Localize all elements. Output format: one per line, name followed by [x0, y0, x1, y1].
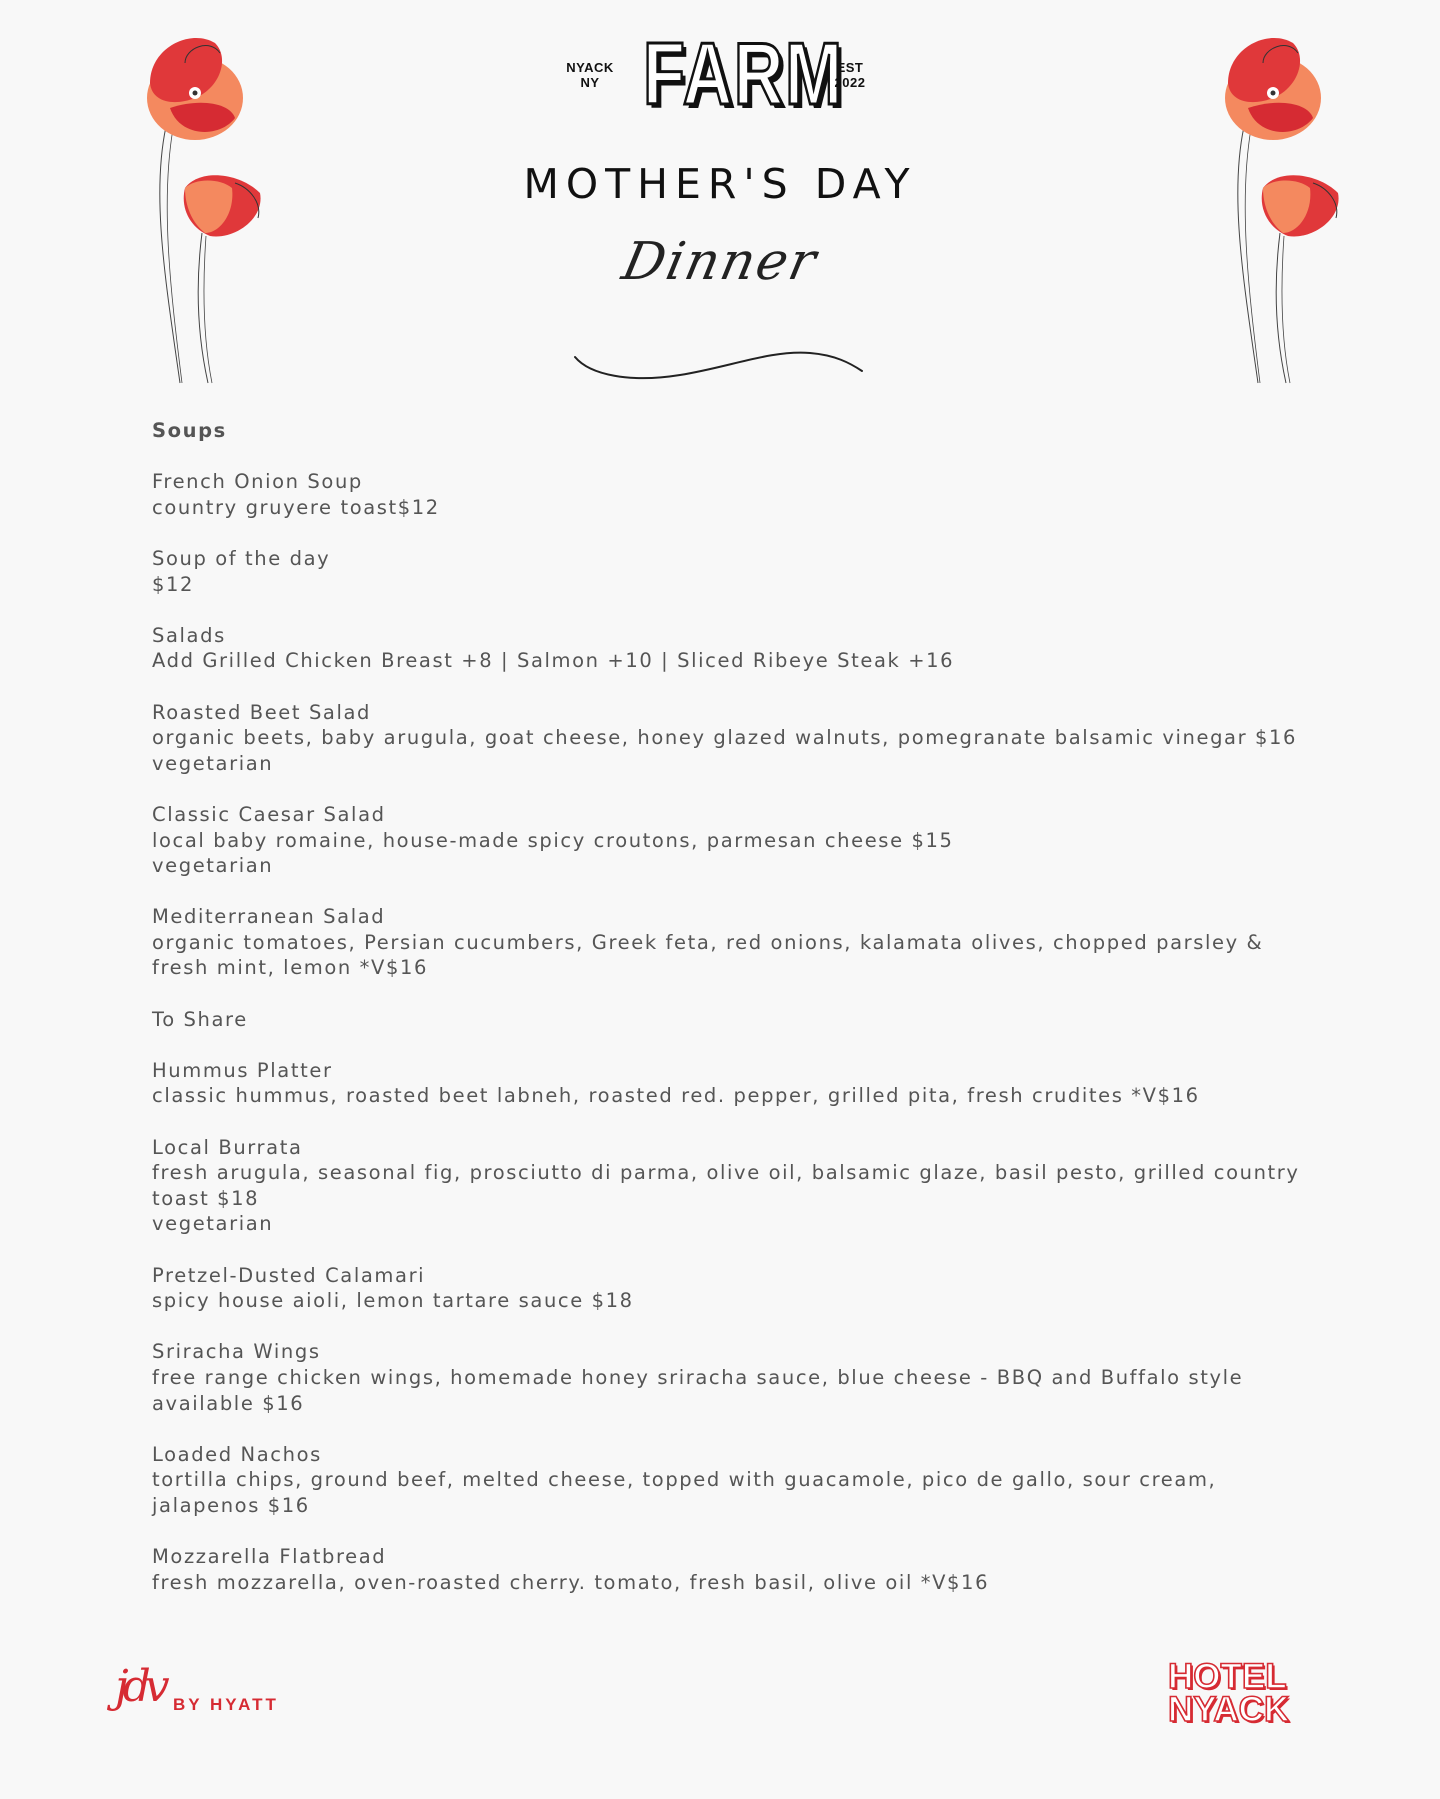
menu-item [152, 1544, 1302, 1595]
menu-section-heading: Soups [152, 419, 227, 442]
menu-item-name: To Share [152, 1007, 248, 1031]
hotel-nyack-logo [1168, 1657, 1308, 1729]
page-subtitle: Dinner [617, 232, 823, 292]
menu-item [152, 904, 1302, 981]
menu-item-detail: $12 [152, 572, 195, 596]
logo-wordmark: FARM [643, 24, 844, 123]
logo-location-city: NYACK [566, 60, 614, 75]
menu-item-detail: tortilla chips, ground beef, melted cheese, topped with guacamole, pico de gallo, sour cream, [152, 1468, 1217, 1492]
farm-logo [565, 26, 875, 124]
hotel-logo-line-2: NYACK [1168, 1690, 1290, 1729]
menu-item [152, 1135, 1302, 1237]
menu-item-name: Mozzarella Flatbread [152, 1545, 387, 1569]
logo-established-year: 2022 [834, 75, 866, 90]
menu-item-name: Classic Caesar Salad [152, 802, 386, 826]
menu-item-detail: organic tomatoes, Persian cucumbers, Greek feta, red onions, kalamata olives, chopped parsley & [152, 930, 1264, 954]
menu-item [152, 1442, 1302, 1519]
menu-item-detail: fresh mozzarella, oven-roasted cherry. tomato, fresh basil, olive oil *V$16 [152, 1570, 990, 1594]
menu-item-detail: country gruyere toast$12 [152, 495, 440, 519]
poppy-flowers-right-illustration [1218, 28, 1378, 388]
menu-item-name: Soup of the day [152, 546, 331, 570]
menu-item [152, 1007, 1302, 1033]
menu-item-name: Salads [152, 623, 226, 647]
menu-item-name: Local Burrata [152, 1135, 303, 1159]
menu-content [152, 418, 1302, 1621]
menu-item-detail: fresh mint, lemon *V$16 [152, 956, 428, 980]
menu-item-detail: vegetarian [152, 1212, 274, 1236]
menu-item-detail: free range chicken wings, homemade honey sriracha sauce, blue cheese - BBQ and Buffalo style [152, 1365, 1244, 1389]
menu-item-detail: available $16 [152, 1391, 305, 1415]
menu-item-detail: classic hummus, roasted beet labneh, roasted red. pepper, grilled pita, fresh crudites *V$16 [152, 1084, 1200, 1108]
menu-item-detail: local baby romaine, house-made spicy croutons, parmesan cheese $15 [152, 828, 954, 852]
menu-item [152, 546, 1302, 597]
menu-item-name: Sriracha Wings [152, 1340, 321, 1364]
menu-item [152, 1339, 1302, 1416]
menu-item [152, 802, 1302, 879]
hotel-logo-line-1: HOTEL [1168, 1657, 1287, 1696]
menu-item-name: Mediterranean Salad [152, 905, 386, 929]
menu-item-name: Roasted Beet Salad [152, 700, 372, 724]
poppy-flowers-left-illustration [140, 28, 300, 388]
menu-item-detail: organic beets, baby arugula, goat cheese, honey glazed walnuts, pomegranate balsamic vinegar $16 [152, 726, 1298, 750]
menu-item [152, 700, 1302, 777]
menu-item-detail: toast $18 [152, 1186, 260, 1210]
menu-item-detail: vegetarian [152, 751, 274, 775]
menu-item-detail: jalapenos $16 [152, 1493, 310, 1517]
menu-item-name: Loaded Nachos [152, 1442, 322, 1466]
menu-item-name: Pretzel-Dusted Calamari [152, 1263, 426, 1287]
decorative-swash-divider [570, 345, 870, 385]
menu-item-detail: vegetarian [152, 854, 274, 878]
menu-items-list [152, 469, 1302, 1595]
jdv-mark: jdv [115, 1661, 164, 1712]
menu-item [152, 1058, 1302, 1109]
menu-item [152, 623, 1302, 674]
menu-item-detail: Add Grilled Chicken Breast +8 | Salmon +10 | Sliced Ribeye Steak +16 [152, 649, 955, 673]
page-title: MOTHER'S DAY [523, 160, 917, 208]
jdv-by-hyatt-logo [115, 1661, 295, 1745]
menu-item-name: Hummus Platter [152, 1058, 333, 1082]
menu-item-detail: fresh arugula, seasonal fig, prosciutto di parma, olive oil, balsamic glaze, basil pesto, grilled country [152, 1161, 1300, 1185]
menu-item-detail: spicy house aioli, lemon tartare sauce $18 [152, 1289, 634, 1313]
logo-location-state: NY [580, 75, 600, 90]
jdv-tagline: BY HYATT [173, 1695, 279, 1714]
logo-established [825, 60, 875, 90]
menu-item [152, 469, 1302, 520]
logo-location [565, 60, 615, 90]
logo-established-label: EST [836, 60, 864, 75]
menu-item [152, 1263, 1302, 1314]
menu-item-name: French Onion Soup [152, 470, 363, 494]
